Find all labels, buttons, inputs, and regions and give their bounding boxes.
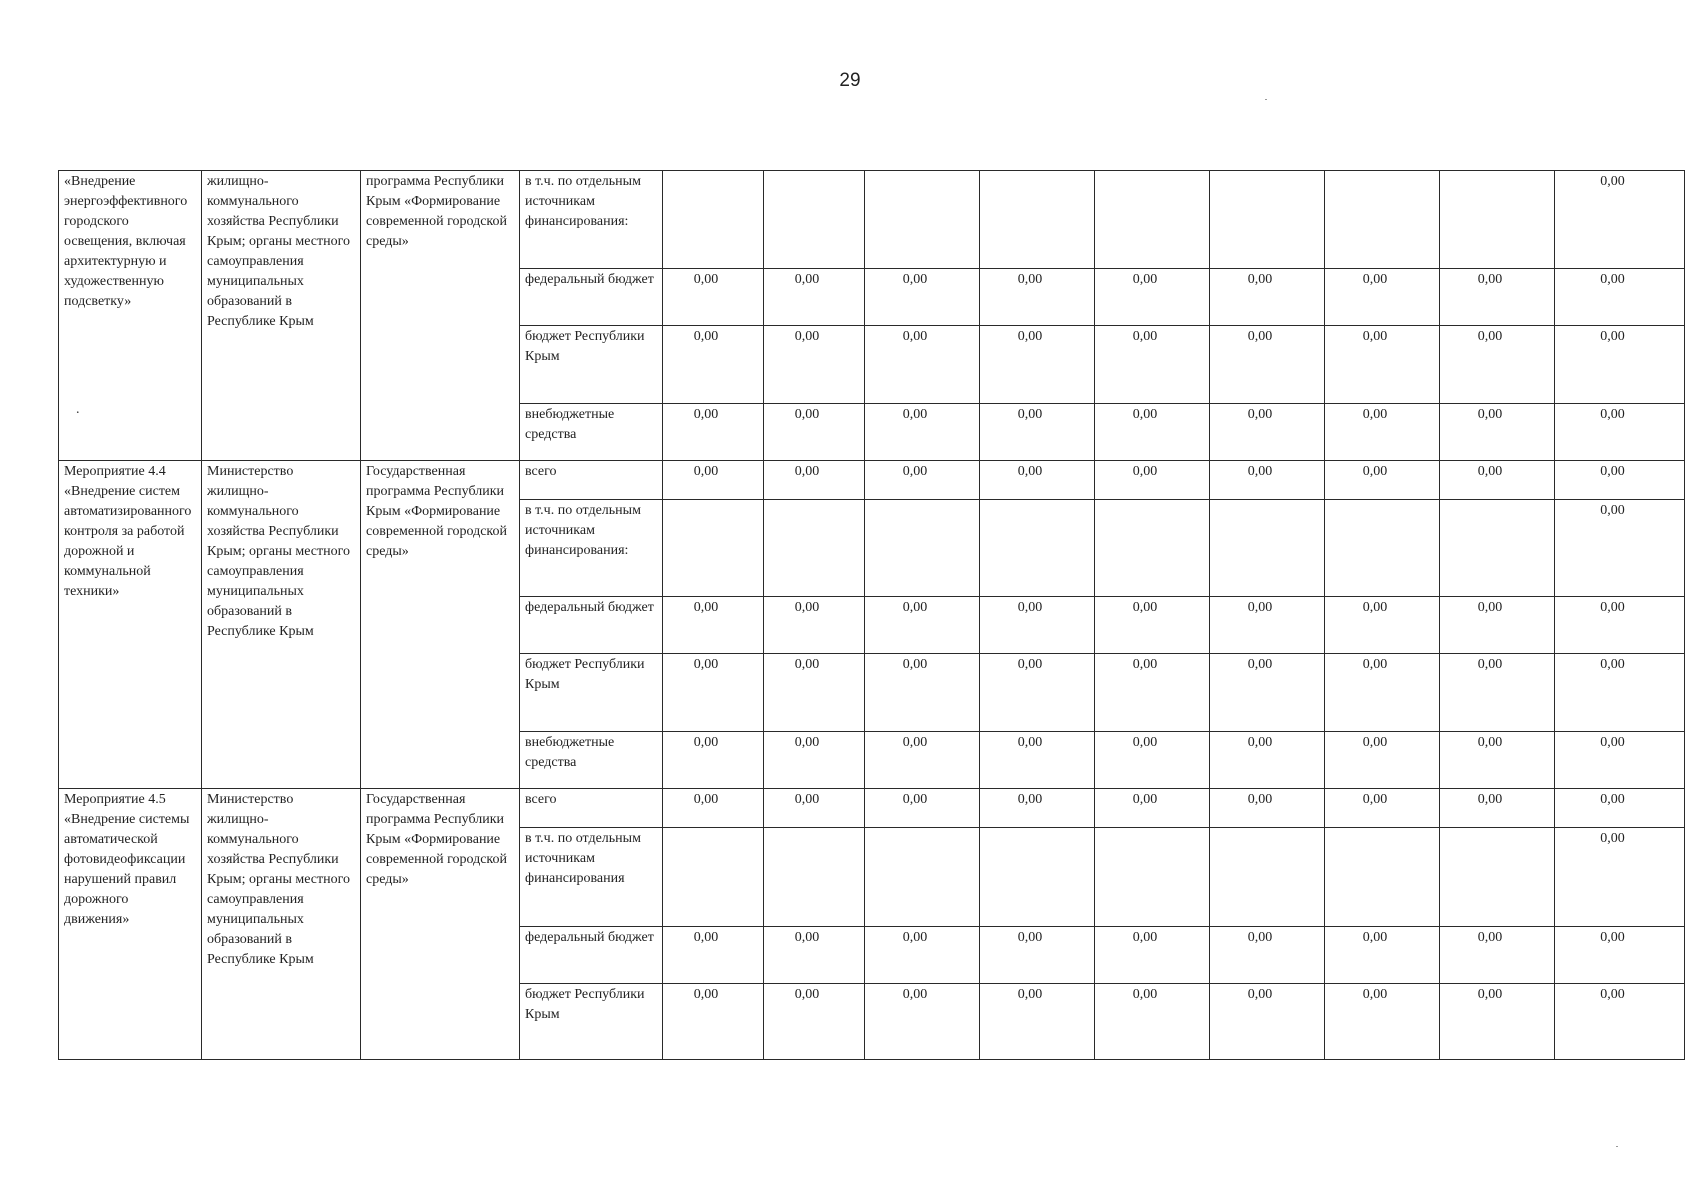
amount-cell: 0,00 [1440, 597, 1555, 654]
amount-cell: 0,00 [980, 404, 1095, 461]
amount-cell: 0,00 [1210, 461, 1325, 500]
amount-cell: 0,00 [663, 326, 764, 404]
funding-source-cell: бюджет Республики Крым [520, 326, 663, 404]
amount-cell: 0,00 [865, 927, 980, 984]
amount-cell: 0,00 [663, 654, 764, 732]
amount-cell [980, 500, 1095, 597]
amount-cell [1325, 500, 1440, 597]
stray-mark: . [76, 402, 80, 417]
amount-cell: 0,00 [980, 927, 1095, 984]
amount-cell: 0,00 [764, 597, 865, 654]
funding-source-cell: бюджет Республики Крым [520, 654, 663, 732]
table-row [59, 171, 1685, 269]
program-cell: программа Республики Крым «Формирование современной городской среды» [361, 171, 520, 461]
measure-cell: «Внедрение энергоэффективного городского освещения, включая архитектурную и художественную подсветку» [59, 171, 202, 461]
amount-cell: 0,00 [764, 984, 865, 1060]
executor-cell: Министерство жилищно-коммунального хозяйства Республики Крым; органы местного самоуправления муниципальных образований в Республике Крым [202, 789, 361, 1060]
amount-cell: 0,00 [1095, 654, 1210, 732]
amount-cell: 0,00 [1440, 461, 1555, 500]
amount-cell: 0,00 [1325, 984, 1440, 1060]
funding-source-cell: всего [520, 789, 663, 828]
page-number: 29 [839, 70, 861, 91]
amount-cell: 0,00 [1440, 269, 1555, 326]
amount-cell: 0,00 [980, 984, 1095, 1060]
amount-cell: 0,00 [663, 597, 764, 654]
scan-speck [1616, 1146, 1618, 1147]
amount-cell [663, 828, 764, 927]
funding-source-cell: федеральный бюджет [520, 269, 663, 326]
amount-cell: 0,00 [764, 326, 865, 404]
amount-cell: 0,00 [865, 326, 980, 404]
amount-cell: 0,00 [663, 789, 764, 828]
amount-cell: 0,00 [1095, 984, 1210, 1060]
amount-cell: 0,00 [1095, 269, 1210, 326]
amount-cell [1095, 828, 1210, 927]
amount-cell: 0,00 [1325, 461, 1440, 500]
funding-source-cell: внебюджетные средства [520, 404, 663, 461]
amount-cell [1095, 500, 1210, 597]
amount-cell: 0,00 [663, 404, 764, 461]
amount-cell: 0,00 [1095, 597, 1210, 654]
amount-cell [1095, 171, 1210, 269]
amount-cell [865, 500, 980, 597]
amount-cell: 0,00 [1440, 654, 1555, 732]
amount-cell: 0,00 [1440, 927, 1555, 984]
amount-cell: 0,00 [1325, 732, 1440, 789]
amount-cell: 0,00 [1555, 171, 1685, 269]
amount-cell [663, 500, 764, 597]
amount-cell: 0,00 [1210, 984, 1325, 1060]
amount-cell: 0,00 [980, 326, 1095, 404]
amount-cell: 0,00 [764, 461, 865, 500]
funding-source-cell: внебюджетные средства [520, 732, 663, 789]
amount-cell: 0,00 [1095, 404, 1210, 461]
amount-cell: 0,00 [865, 732, 980, 789]
amount-cell: 0,00 [663, 269, 764, 326]
measure-cell: Мероприятие 4.5 «Внедрение системы автоматической фотовидеофиксации нарушений правил дорожного движения» [59, 789, 202, 1060]
amount-cell: 0,00 [1095, 732, 1210, 789]
amount-cell: 0,00 [1325, 269, 1440, 326]
amount-cell [1325, 171, 1440, 269]
amount-cell: 0,00 [663, 984, 764, 1060]
funding-source-cell: в т.ч. по отдельным источникам финансирования [520, 828, 663, 927]
amount-cell [764, 500, 865, 597]
amount-cell: 0,00 [980, 732, 1095, 789]
amount-cell: 0,00 [1440, 984, 1555, 1060]
program-cell: Государственная программа Республики Крым «Формирование современной городской среды» [361, 461, 520, 789]
amount-cell [1440, 828, 1555, 927]
amount-cell: 0,00 [1210, 326, 1325, 404]
amount-cell: 0,00 [1210, 654, 1325, 732]
amount-cell [1210, 171, 1325, 269]
amount-cell: 0,00 [764, 927, 865, 984]
amount-cell: 0,00 [865, 269, 980, 326]
amount-cell: 0,00 [980, 461, 1095, 500]
amount-cell [764, 828, 865, 927]
amount-cell: 0,00 [1555, 500, 1685, 597]
amount-cell: 0,00 [1440, 326, 1555, 404]
amount-cell: 0,00 [1440, 404, 1555, 461]
amount-cell: 0,00 [764, 654, 865, 732]
amount-cell [1210, 828, 1325, 927]
amount-cell: 0,00 [1325, 927, 1440, 984]
table-row [59, 461, 1685, 500]
amount-cell: 0,00 [865, 789, 980, 828]
amount-cell: 0,00 [1325, 404, 1440, 461]
table-row [59, 789, 1685, 828]
measure-cell: Мероприятие 4.4 «Внедрение систем автоматизированного контроля за работой дорожной и коммунальной техники» [59, 461, 202, 789]
amount-cell: 0,00 [865, 461, 980, 500]
amount-cell: 0,00 [980, 269, 1095, 326]
executor-cell: Министерство жилищно-коммунального хозяйства Республики Крым; органы местного самоуправления муниципальных образований в Республике Крым [202, 461, 361, 789]
amount-cell: 0,00 [1555, 269, 1685, 326]
amount-cell: 0,00 [1325, 597, 1440, 654]
amount-cell: 0,00 [1325, 789, 1440, 828]
amount-cell: 0,00 [663, 461, 764, 500]
amount-cell: 0,00 [1325, 326, 1440, 404]
amount-cell: 0,00 [1555, 654, 1685, 732]
amount-cell [663, 171, 764, 269]
amount-cell: 0,00 [865, 597, 980, 654]
amount-cell [980, 171, 1095, 269]
amount-cell: 0,00 [1555, 732, 1685, 789]
amount-cell: 0,00 [980, 597, 1095, 654]
amount-cell: 0,00 [1210, 404, 1325, 461]
amount-cell [865, 828, 980, 927]
amount-cell: 0,00 [1095, 461, 1210, 500]
amount-cell: 0,00 [764, 404, 865, 461]
funding-source-cell: федеральный бюджет [520, 597, 663, 654]
amount-cell: 0,00 [764, 732, 865, 789]
amount-cell: 0,00 [1325, 654, 1440, 732]
amount-cell: 0,00 [1210, 269, 1325, 326]
amount-cell [865, 171, 980, 269]
amount-cell: 0,00 [1555, 927, 1685, 984]
amount-cell: 0,00 [1555, 326, 1685, 404]
amount-cell: 0,00 [1210, 597, 1325, 654]
amount-cell: 0,00 [980, 654, 1095, 732]
amount-cell [1440, 500, 1555, 597]
amount-cell [764, 171, 865, 269]
amount-cell: 0,00 [1440, 789, 1555, 828]
amount-cell: 0,00 [1555, 828, 1685, 927]
amount-cell: 0,00 [1210, 927, 1325, 984]
amount-cell: 0,00 [865, 404, 980, 461]
program-cell: Государственная программа Республики Крым «Формирование современной городской среды» [361, 789, 520, 1060]
funding-source-cell: федеральный бюджет [520, 927, 663, 984]
amount-cell: 0,00 [764, 269, 865, 326]
amount-cell: 0,00 [1210, 789, 1325, 828]
amount-cell: 0,00 [1555, 789, 1685, 828]
amount-cell: 0,00 [865, 654, 980, 732]
amount-cell: 0,00 [663, 927, 764, 984]
amount-cell [1210, 500, 1325, 597]
amount-cell: 0,00 [1095, 326, 1210, 404]
budget-table [58, 170, 1685, 1060]
amount-cell: 0,00 [1210, 732, 1325, 789]
amount-cell: 0,00 [1095, 789, 1210, 828]
amount-cell: 0,00 [980, 789, 1095, 828]
amount-cell: 0,00 [865, 984, 980, 1060]
amount-cell: 0,00 [1555, 597, 1685, 654]
amount-cell: 0,00 [764, 789, 865, 828]
amount-cell: 0,00 [1555, 404, 1685, 461]
funding-source-cell: всего [520, 461, 663, 500]
funding-source-cell: в т.ч. по отдельным источникам финансирования: [520, 171, 663, 269]
funding-source-cell: бюджет Республики Крым [520, 984, 663, 1060]
amount-cell: 0,00 [1555, 461, 1685, 500]
funding-source-cell: в т.ч. по отдельным источникам финансирования: [520, 500, 663, 597]
executor-cell: жилищно-коммунального хозяйства Республики Крым; органы местного самоуправления муниципальных образований в Республике Крым [202, 171, 361, 461]
amount-cell: 0,00 [663, 732, 764, 789]
amount-cell [1325, 828, 1440, 927]
amount-cell: 0,00 [1440, 732, 1555, 789]
amount-cell: 0,00 [1095, 927, 1210, 984]
scan-speck [1265, 99, 1267, 100]
amount-cell [1440, 171, 1555, 269]
amount-cell [980, 828, 1095, 927]
amount-cell: 0,00 [1555, 984, 1685, 1060]
